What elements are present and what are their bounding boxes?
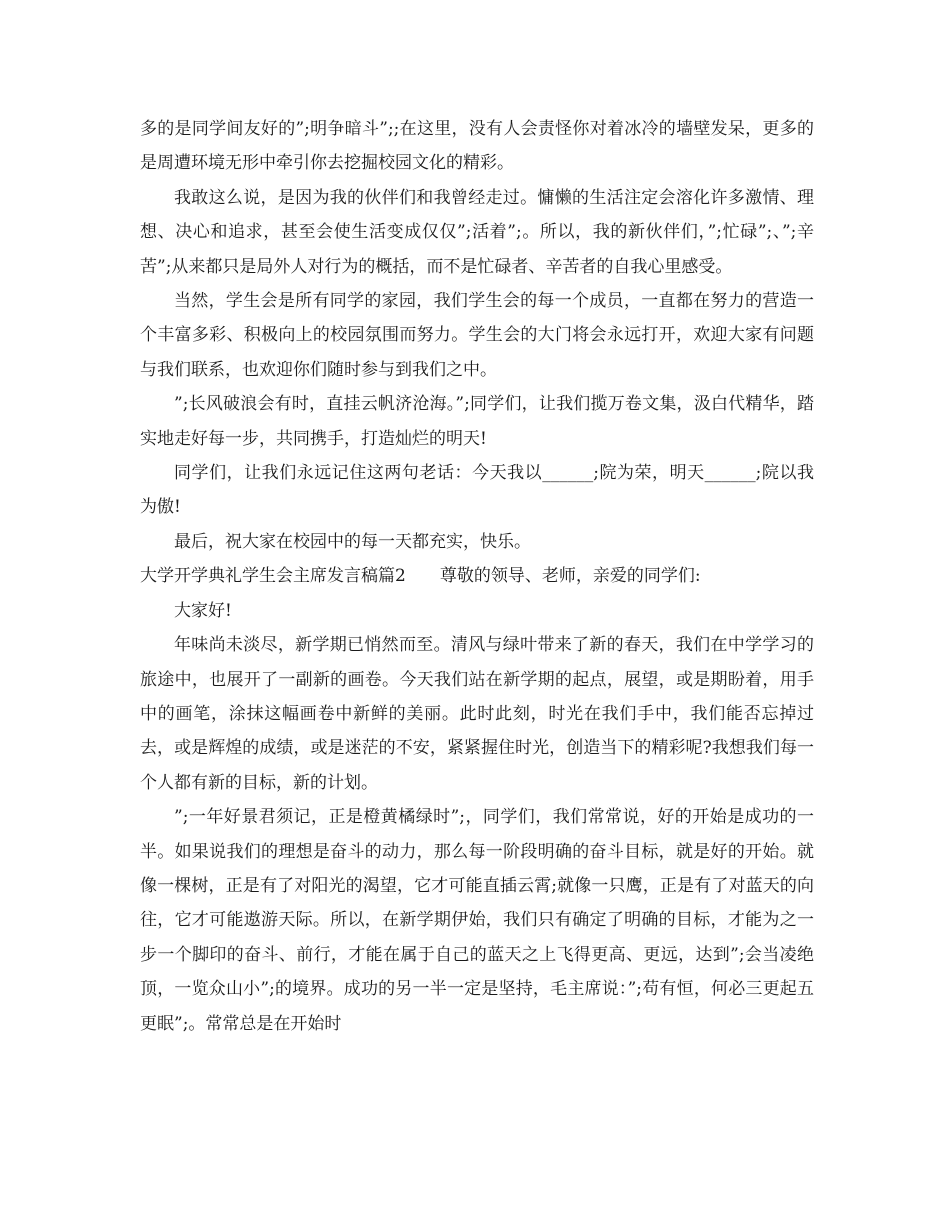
paragraph-1: 多的是同学间友好的”;明争暗斗”;;在这里，没有人会责怪你对着冰冷的墙壁发呆，更多的是周遭环境无形中牵引你去挖掘校园文化的精彩。 [140, 119, 814, 174]
section-greeting: 尊敬的领导、老师，亲爱的同学们: [439, 566, 701, 587]
paragraph-7: 大家好! [174, 600, 232, 621]
document-body [140, 112, 814, 1041]
paragraph-8: 年味尚未淡尽，新学期已悄然而至。清风与绿叶带来了新的春天，我们在中学学习的旅途中，也展开了一副新的画卷。今天我们站在新学期的起点，展望，或是期盼着，用手中的画笔，涂抹这幅画卷中新鲜的美丽。此时此刻，时光在我们手中，我们能否忘掉过去，或是辉煌的成绩，或是迷茫的不安，紧紧握住时光，创造当下的精彩呢?我想我们每一个人都有新的目标，新的计划。 [140, 635, 814, 793]
paragraph-4: ”;长风破浪会有时，直挂云帆济沧海。”;同学们，让我们揽万卷文集，汲白代精华，踏实地走好每一步，共同携手，打造灿烂的明天! [140, 394, 814, 449]
paragraph-3: 当然，学生会是所有同学的家园，我们学生会的每一个成员，一直都在努力的营造一个丰富多彩、积极向上的校园氛围而努力。学生会的大门将会永远打开，欢迎大家有问题与我们联系，也欢迎你们随时参与到我们之中。 [140, 291, 814, 380]
paragraph-5: 同学们，让我们永远记住这两句老话：今天我以______;院为荣，明天______;院以我为傲! [140, 463, 814, 518]
paragraph-6: 最后，祝大家在校园中的每一天都充实，快乐。 [174, 531, 531, 552]
paragraph-9: ”;一年好景君须记，正是橙黄橘绿时”;，同学们，我们常常说，好的开始是成功的一半。如果说我们的理想是奋斗的动力，那么每一阶段明确的奋斗目标，就是好的开始。就像一棵树，正是有了对阳光的渴望，它才可能直插云霄;就像一只鹰，正是有了对蓝天的向往，它才可能遨游天际。所以，在新学期伊始，我们只有确定了明确的目标，才能为之一步一个脚印的奋斗、前行，才能在属于自己的蓝天之上飞得更高、更远，达到”;会当凌绝顶，一览众山小”;的境界。成功的另一半一定是坚持，毛主席说：”;苟有恒，何必三更起五更眠”;。常常总是在开始时 [140, 807, 814, 1034]
paragraph-2: 我敢这么说，是因为我的伙伴们和我曾经走过。慵懒的生活注定会溶化许多激情、理想、决心和追求，甚至会使生活变成仅仅”;活着”;。所以，我的新伙伴们，”;忙碌”;、”;辛苦”;从来都只是局外人对行为的概括，而不是忙碌者、辛苦者的自我心里感受。 [140, 187, 814, 277]
section-heading [140, 559, 814, 593]
section-title: 大学开学典礼学生会主席发言稿篇2 [140, 566, 406, 587]
